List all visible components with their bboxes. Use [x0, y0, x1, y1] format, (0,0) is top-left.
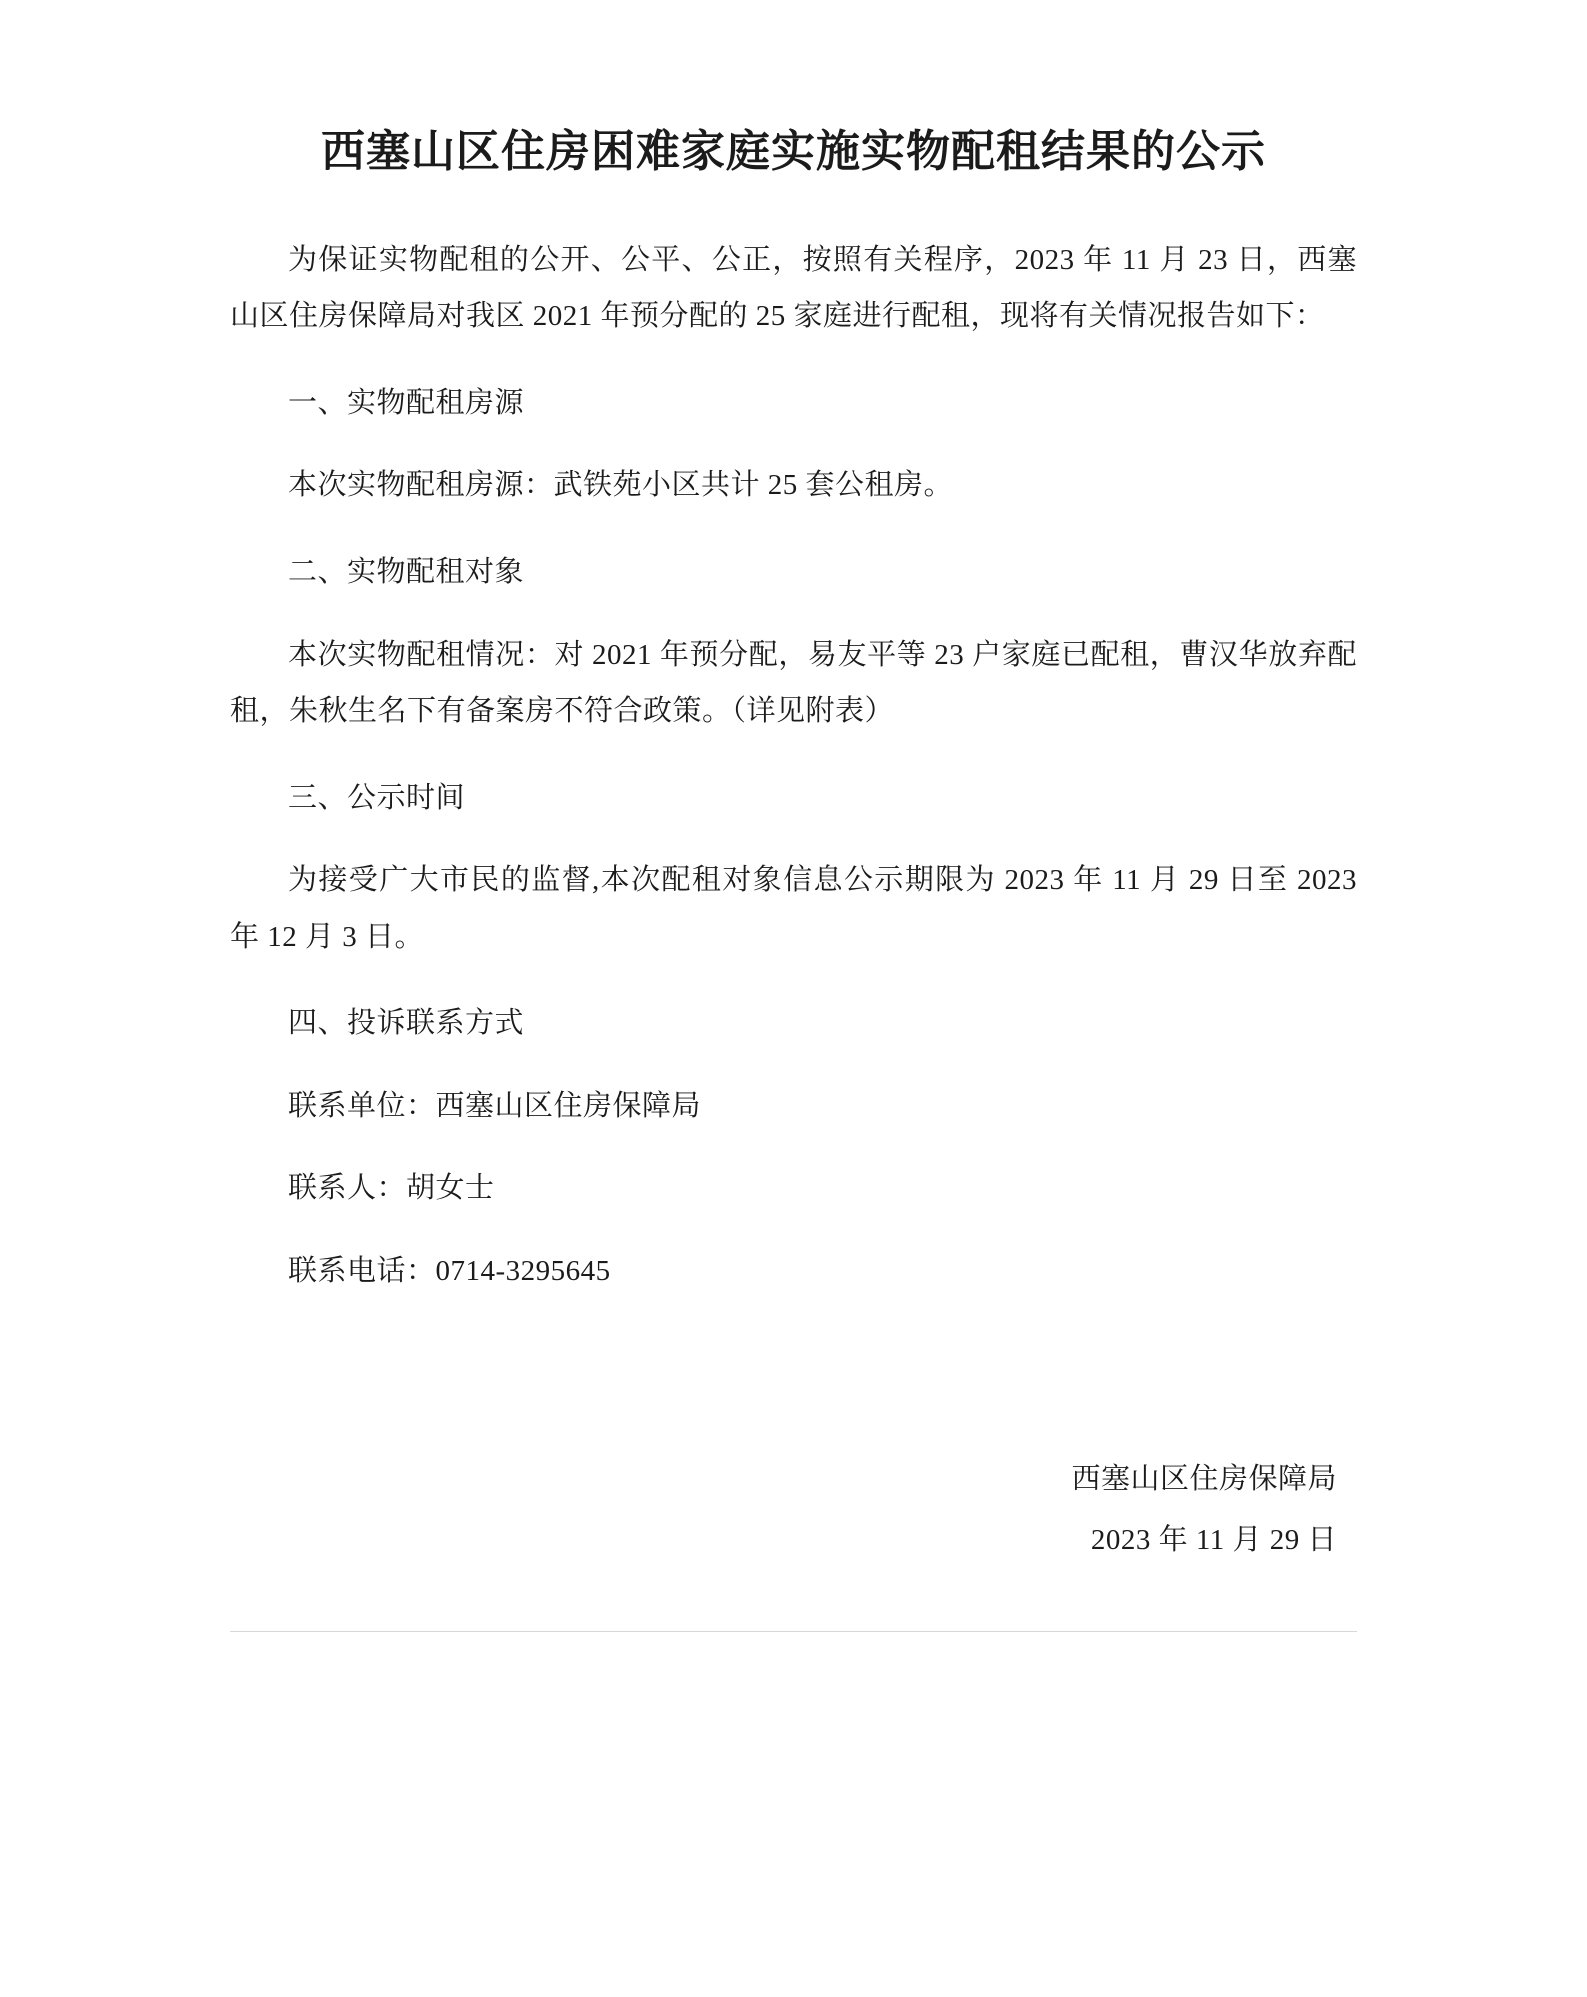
paragraph-contact-unit: 联系单位：西塞山区住房保障局: [288, 1089, 702, 1122]
paragraph-contact-person: 联系人：胡女士: [288, 1172, 495, 1205]
section-heading-allocation-targets: 二、实物配租对象: [288, 555, 525, 588]
signature-date: 2023 年 11 月 29 日: [1090, 1524, 1337, 1557]
page-title: 西塞山区住房困难家庭实施实物配租结果的公示: [321, 127, 1266, 176]
paragraph-publicity-period: 为接受广大市民的监督,本次配租对象信息公示期限为 2023 年 11 月 29 日至 2023 年 12 月 3 日。: [230, 864, 1357, 953]
section-heading-housing-source: 一、实物配租房源: [288, 386, 525, 419]
paragraph-housing-source: 本次实物配租房源：武铁苑小区共计 25 套公租房。: [288, 469, 954, 502]
section-heading-publicity-period: 三、公示时间: [288, 781, 466, 814]
footer-divider: [230, 1631, 1357, 1632]
signature-block: [230, 1449, 1357, 1571]
paragraph-allocation-targets: 本次实物配租情况：对 2021 年预分配，易友平等 23 户家庭已配租，曹汉华放弃配租，朱秋生名下有备案房不符合政策。（详见附表）: [230, 638, 1357, 728]
paragraph-intro: 为保证实物配租的公开、公平、公正，按照有关程序，2023 年 11 月 23 日，西塞山区住房保障局对我区 2021 年预分配的 25 家庭进行配租，现将有关情况报告如下：: [230, 243, 1357, 333]
signature-organization: 西塞山区住房保障局: [1071, 1463, 1337, 1496]
paragraph-contact-phone: 联系电话：0714-3295645: [288, 1254, 611, 1287]
section-heading-complaint-contact: 四、投诉联系方式: [288, 1007, 525, 1040]
